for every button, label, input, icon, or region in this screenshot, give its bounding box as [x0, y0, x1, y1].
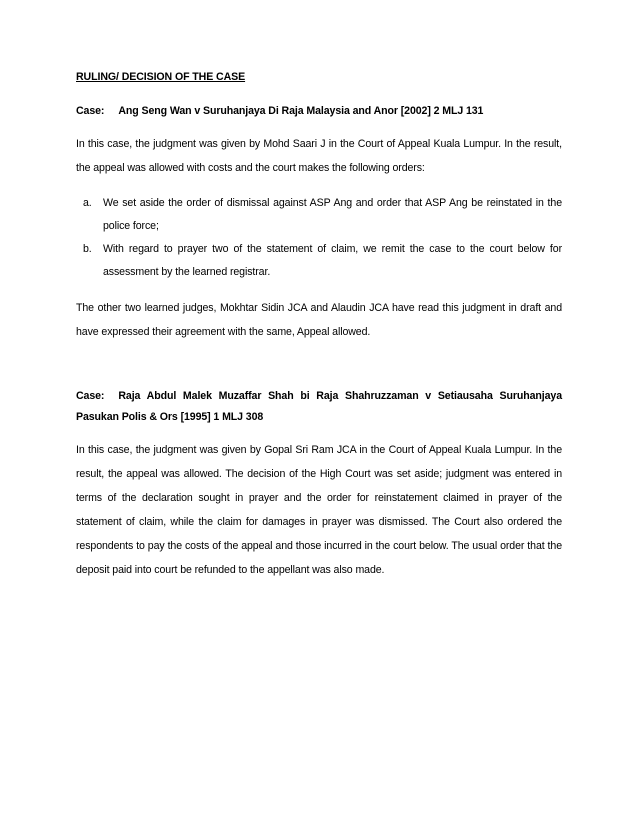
- case-section-2: [76, 386, 562, 582]
- orders-list: [76, 192, 562, 284]
- order-item: [76, 238, 562, 284]
- document-page: [76, 70, 562, 594]
- section-spacer: [76, 356, 562, 386]
- order-item: [76, 192, 562, 238]
- case-title: [76, 386, 562, 428]
- case-section-1: [76, 104, 562, 344]
- case-citation: Ang Seng Wan v Suruhanjaya Di Raja Malaysia and Anor [2002] 2 MLJ 131: [118, 105, 484, 117]
- case-body-paragraph: In this case, the judgment was given by Gopal Sri Ram JCA in the Court of Appeal Kuala Lumpur. In the result, the appeal was allowed. The decision of the High Court was set aside; judgment was entered in terms of the declaration sought in prayer and the order for reinstatement claimed in prayer of the statement of claim, while the claim for damages in prayer was dismissed. The Court also ordered the respondents to pay the costs of the appeal and those incurred in the court below. The usual order that the deposit paid into court be refunded to the appellant was also made.: [76, 444, 562, 576]
- case-citation: Raja Abdul Malek Muzaffar Shah bi Raja Shahruzzaman v Setiausaha Suruhanjaya Pasukan Polis & Ors [1995] 1 MLJ 308: [76, 390, 562, 423]
- case-intro-paragraph: In this case, the judgment was given by Mohd Saari J in the Court of Appeal Kuala Lumpur. In the result, the appeal was allowed with costs and the court makes the following orders:: [76, 138, 562, 174]
- order-marker: a.: [83, 197, 92, 209]
- order-text: With regard to prayer two of the statement of claim, we remit the case to the court below for assessment by the learned registrar.: [103, 243, 562, 278]
- order-text: We set aside the order of dismissal against ASP Ang and order that ASP Ang be reinstated in the police force;: [103, 197, 562, 232]
- case-closing-paragraph: The other two learned judges, Mokhtar Sidin JCA and Alaudin JCA have read this judgment in draft and have expressed their agreement with the same, Appeal allowed.: [76, 302, 562, 338]
- order-marker: b.: [83, 243, 92, 255]
- case-title: [76, 104, 562, 118]
- case-label: Case:: [76, 390, 105, 402]
- case-label: Case:: [76, 105, 105, 117]
- document-heading: RULING/ DECISION OF THE CASE: [76, 71, 246, 83]
